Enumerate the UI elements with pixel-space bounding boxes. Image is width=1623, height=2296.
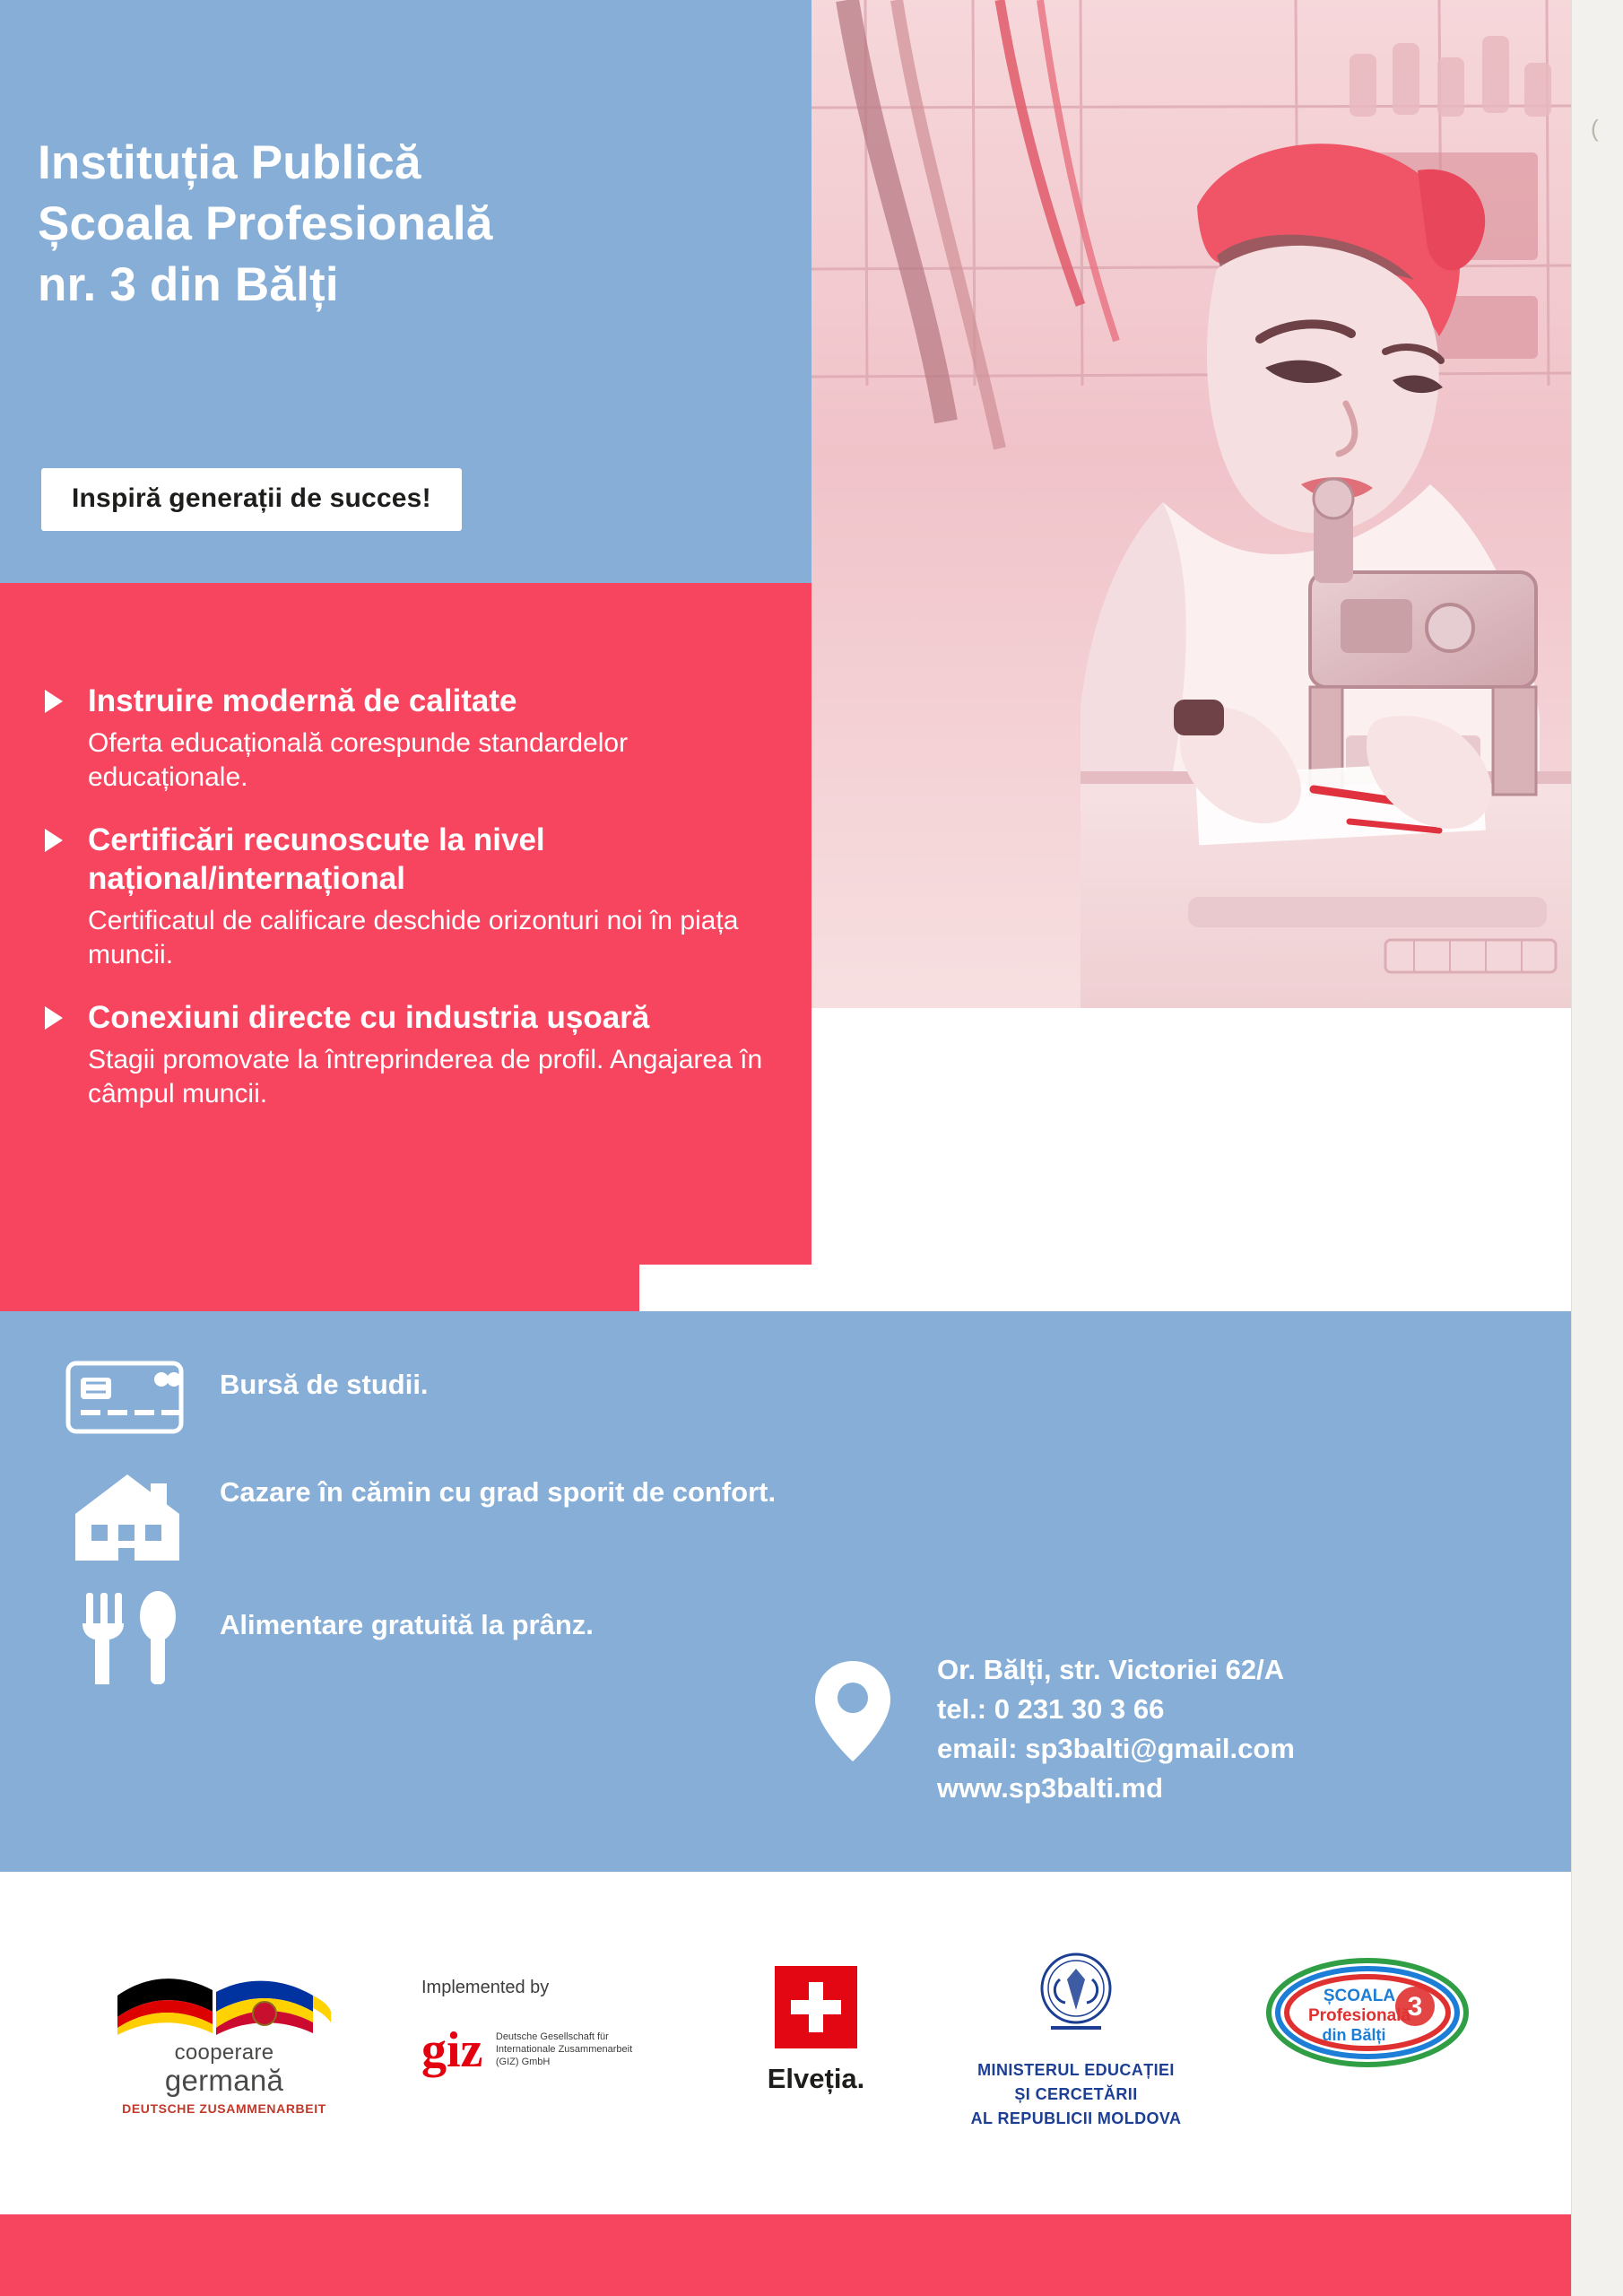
scan-artifact: (: [1591, 115, 1599, 142]
switzerland-label: Elveția.: [767, 2063, 865, 2094]
location-pin-icon: [812, 1657, 894, 1765]
ministry-line-1: MINISTERUL EDUCAȚIEI: [977, 2061, 1175, 2079]
benefit-text: Stagii promovate la întreprinderea de profil. Angajarea în câmpul muncii.: [88, 1044, 763, 1109]
benefits-list: [41, 682, 768, 1136]
school-title-line-3: nr. 3 din Bălți: [38, 257, 339, 311]
swiss-flag-icon: [775, 1966, 857, 2048]
giz-implemented-by: Implemented by: [421, 1978, 550, 1997]
footer-logos: [0, 1872, 1572, 2214]
coop-caption-main: germană: [164, 2064, 284, 2097]
svg-text:din Bălți: din Bălți: [1322, 2026, 1386, 2044]
giz-logo: [421, 1978, 690, 2079]
perks-list: [54, 1347, 798, 1708]
benefit-heading: Instruire modernă de calitate: [88, 683, 517, 718]
sp3-balti-logo: [1246, 1954, 1488, 2075]
sewing-machine-operator-photo: [812, 0, 1572, 1008]
coop-caption-top: cooperare: [174, 2040, 274, 2065]
giz-wordmark: giz: [421, 2022, 483, 2078]
perks-band: [0, 1311, 1572, 1872]
giz-fullname: Deutsche Gesellschaft für Internationale Zusammenarbeit (GIZ) GmbH: [495, 2031, 633, 2067]
ministry-of-education-logo: [928, 1949, 1224, 2131]
benefits-notch: [639, 1265, 812, 1311]
tagline-text: Inspiră generații de succes!: [72, 483, 431, 513]
ministry-line-2: ȘI CERCETĂRII: [1014, 2085, 1138, 2103]
house-icon: [65, 1467, 190, 1566]
arrow-right-icon: [45, 1006, 63, 1030]
perk-text: Bursă de studii.: [220, 1369, 429, 1400]
benefit-item: [41, 821, 768, 973]
benefit-item: [41, 998, 768, 1112]
page-title: [38, 133, 773, 315]
contact-website[interactable]: www.sp3balti.md: [937, 1772, 1164, 1805]
perk-item: [54, 1347, 798, 1446]
benefit-text: Certificatul de calificare deschide orizonturi noi în piața muncii.: [88, 906, 739, 970]
german-cooperation-logo: [94, 1972, 354, 2116]
benefit-text: Oferta educațională corespunde standardelor educaționale.: [88, 727, 629, 793]
ministry-line-3: AL REPUBLICII MOLDOVA: [970, 2109, 1182, 2127]
perk-text: Alimentare gratuită la prânz.: [220, 1609, 594, 1640]
scan-edge: [1571, 0, 1623, 2296]
perk-item: [54, 1467, 798, 1566]
contact-address: Or. Bălți, str. Victoriei 62/A: [937, 1654, 1285, 1685]
svg-text:Profesională: Profesională: [1307, 2006, 1411, 2025]
benefit-heading: Certificări recunoscute la nivel național/internațional: [88, 822, 545, 897]
tagline-badge: [41, 468, 462, 531]
contact-lines: [937, 1650, 1295, 1808]
cutlery-icon: [65, 1587, 190, 1686]
card-icon: [65, 1347, 190, 1446]
benefit-heading: Conexiuni directe cu industria ușoară: [88, 999, 650, 1035]
moldova-crest-icon: [1033, 1949, 1119, 2049]
perk-text: Cazare în cămin cu grad sporit de confort.: [220, 1476, 777, 1508]
contact-email[interactable]: email: sp3balti@gmail.com: [937, 1733, 1295, 1765]
contact-phone[interactable]: tel.: 0 231 30 3 66: [937, 1693, 1165, 1726]
perk-item: [54, 1587, 798, 1686]
switzerland-logo: [717, 1966, 915, 2095]
coop-caption-sub: DEUTSCHE ZUSAMMENARBEIT: [122, 2100, 326, 2116]
svg-text:ȘCOALA: ȘCOALA: [1323, 1987, 1396, 2005]
school-title-line-1: Instituția Publică: [38, 136, 421, 189]
school-title-line-2: Școala Profesională: [38, 196, 493, 250]
arrow-right-icon: [45, 690, 63, 713]
arrow-right-icon: [45, 829, 63, 852]
svg-text:3: 3: [1407, 1992, 1423, 2022]
footer-red-band: [0, 2214, 1572, 2296]
benefit-item: [41, 682, 768, 796]
